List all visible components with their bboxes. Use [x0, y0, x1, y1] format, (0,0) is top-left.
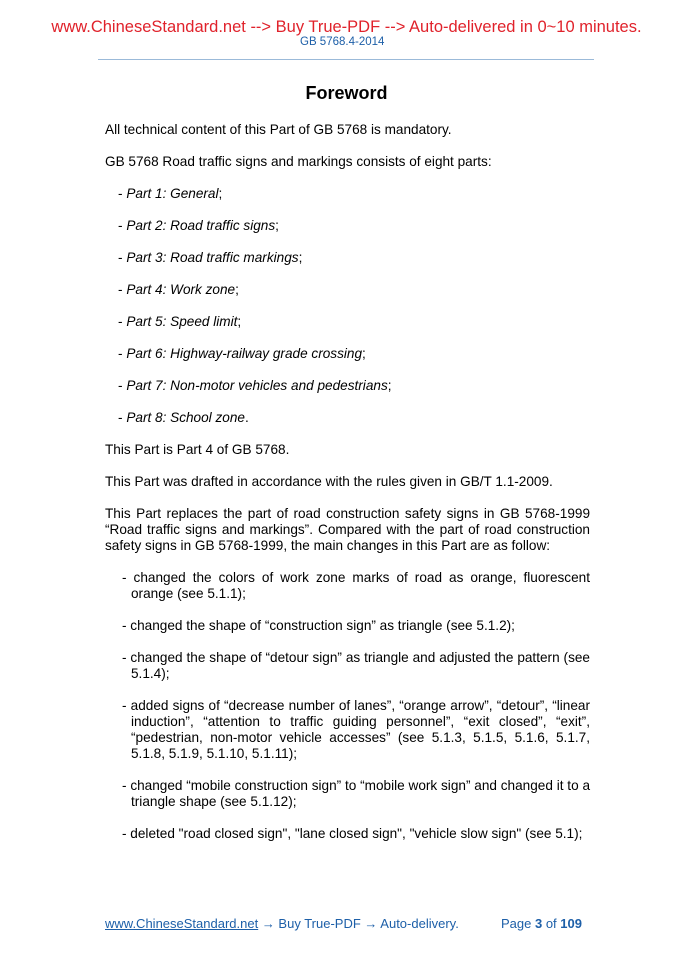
paragraph-part-number: This Part is Part 4 of GB 5768. — [105, 442, 290, 457]
list-item-change: - changed the colors of work zone marks of road as orange, fluorescent orange (see 5.1.1); — [122, 570, 590, 601]
paragraph-mandatory: All technical content of this Part of GB 5768 is mandatory. — [105, 122, 452, 137]
page-footer — [105, 915, 590, 933]
paragraph-parts-intro: GB 5768 Road traffic signs and markings consists of eight parts: — [105, 154, 492, 169]
list-item-part: - Part 2: Road traffic signs; — [118, 218, 279, 233]
list-item-change: - changed the shape of “detour sign” as triangle and adjusted the pattern (see 5.1.4); — [122, 650, 590, 681]
document-body — [105, 122, 590, 858]
list-item-part: - Part 4: Work zone; — [118, 282, 239, 297]
list-item-part: - Part 1: General; — [118, 186, 223, 201]
list-item-part: - Part 3: Road traffic markings; — [118, 250, 303, 265]
list-item-part: - Part 7: Non-motor vehicles and pedestrians; — [118, 378, 392, 393]
list-item-part: - Part 5: Speed limit; — [118, 314, 242, 329]
page-total: 109 — [560, 916, 582, 931]
footer-promo — [105, 915, 459, 933]
list-item-change: - deleted "road closed sign", "lane closed sign", "vehicle slow sign" (see 5.1); — [122, 826, 583, 841]
site-link[interactable]: www.ChineseStandard.net — [105, 916, 259, 931]
standard-code: GB 5768.4-2014 — [300, 36, 385, 48]
list-item-change: - changed the shape of “construction sign” as triangle (see 5.1.2); — [122, 618, 515, 633]
page-title: Foreword — [305, 83, 388, 103]
page-current: 3 — [534, 916, 543, 931]
header-divider — [98, 59, 594, 60]
paragraph-replaces: This Part replaces the part of road construction safety signs in GB 5768-1999 “Road traffic signs and markings”. Compared with the part of road construction safety signs in GB 5768-1999, the main changes in this Part are as follow: — [105, 506, 590, 553]
list-item-part: - Part 6: Highway-railway grade crossing; — [118, 346, 366, 361]
list-item-change: - changed “mobile construction sign” to “mobile work sign” and changed it to a triangle shape (see 5.1.12); — [122, 778, 590, 809]
promo-banner[interactable]: www.ChineseStandard.net --> Buy True-PDF --> Auto-delivered in 0~10 minutes. — [51, 18, 642, 36]
page-number: Page 3 of 109 — [500, 916, 582, 931]
paragraph-drafting-rules: This Part was drafted in accordance with the rules given in GB/T 1.1-2009. — [105, 474, 553, 489]
footer-promo-text: → Buy True-PDF → Auto-delivery. — [258, 916, 459, 931]
list-item-change: - added signs of “decrease number of lanes”, “orange arrow”, “detour”, “linear induction”, “attention to traffic guiding personnel”, “exit closed”, “exit”, “pedestrian, non-motor vehicle accesses” (see 5.1.3, 5.1.5, 5.1.6, 5.1.7, 5.1.8, 5.1.9, 5.1.10, 5.1.11); — [122, 698, 590, 761]
list-item-part: - Part 8: School zone. — [118, 410, 249, 425]
